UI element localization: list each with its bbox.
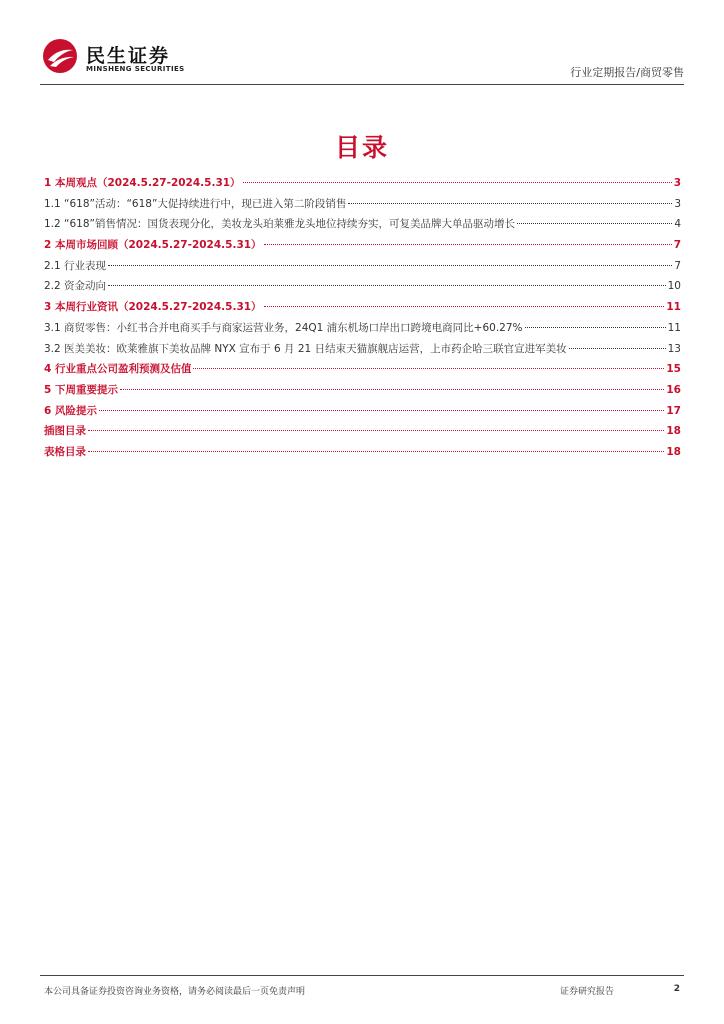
toc-leader-dots [88, 451, 664, 452]
toc-entry[interactable] [44, 361, 681, 382]
toc-entry[interactable] [44, 216, 681, 237]
toc-entry[interactable] [44, 196, 681, 217]
toc-leader-dots [120, 389, 664, 390]
header-divider [40, 84, 684, 85]
page-header [40, 38, 684, 84]
footer-divider [40, 975, 684, 976]
toc-entry-page: 15 [666, 363, 681, 376]
toc-entry[interactable] [44, 444, 681, 465]
table-of-contents [44, 175, 681, 465]
toc-entry-label: 1.1 “618”活动：“618”大促持续进行中，现已进入第二阶段销售 [44, 197, 347, 210]
toc-leader-dots [99, 410, 664, 411]
footer-disclaimer: 本公司具备证券投资咨询业务资格，请务必阅读最后一页免责声明 [44, 987, 306, 997]
toc-entry-label: 2.2 资金动向 [44, 280, 107, 293]
toc-entry[interactable] [44, 278, 681, 299]
toc-entry[interactable] [44, 258, 681, 279]
toc-leader-dots [348, 203, 672, 204]
toc-leader-dots [108, 285, 666, 286]
toc-entry-label: 表格目录 [44, 445, 86, 458]
toc-entry[interactable] [44, 320, 681, 341]
toc-entry-label: 插图目录 [44, 425, 86, 438]
toc-leader-dots [569, 348, 666, 349]
toc-leader-dots [108, 265, 672, 266]
toc-leader-dots [88, 430, 664, 431]
toc-entry[interactable] [44, 299, 681, 320]
toc-entry-page: 10 [667, 280, 681, 293]
toc-entry-page: 3 [674, 197, 681, 210]
toc-entry-page: 11 [667, 321, 681, 334]
brand-name-en: MINSHENG SECURITIES [86, 65, 185, 73]
toc-entry-label: 2.1 行业表现 [44, 259, 107, 272]
toc-entry-page: 7 [674, 259, 681, 272]
toc-leader-dots [264, 244, 672, 245]
toc-entry-label: 3 本周行业资讯（2024.5.27-2024.5.31） [44, 301, 262, 314]
page-title: 目录 [334, 133, 389, 162]
toc-entry-label: 1 本周观点（2024.5.27-2024.5.31） [44, 177, 241, 189]
toc-entry-page: 4 [674, 218, 681, 231]
toc-entry[interactable] [44, 341, 681, 362]
toc-leader-dots [193, 368, 664, 369]
toc-entry-page: 13 [667, 342, 681, 355]
toc-entry-label: 5 下周重要提示 [44, 383, 118, 396]
toc-leader-dots [264, 306, 665, 307]
toc-entry[interactable] [44, 175, 681, 196]
toc-leader-dots [243, 182, 672, 183]
toc-leader-dots [525, 327, 666, 328]
toc-leader-dots [517, 223, 672, 224]
brand-name-cn: 民生证券 [86, 45, 171, 67]
footer-doc-type: 证券研究报告 [560, 987, 615, 997]
toc-entry-label: 3.2 医美美妆：欧莱雅旗下美妆品牌 NYX 宣布于 6 月 21 日结束天猫旗舰店运营，上市药企哈三联官宣进军美妆 [44, 342, 567, 355]
report-type: 行业定期报告/商贸零售 [570, 66, 684, 79]
toc-entry[interactable] [44, 423, 681, 444]
toc-entry-page: 16 [666, 383, 681, 396]
toc-entry-label: 1.2 “618”销售情况：国货表现分化，美妆龙头珀莱雅龙头地位持续夯实，可复美品牌大单品驱动增长 [44, 218, 515, 231]
toc-entry-page: 18 [666, 445, 681, 458]
page-number: 2 [673, 984, 680, 994]
toc-entry-label: 4 行业重点公司盈利预测及估值 [44, 363, 192, 376]
toc-entry-page: 11 [666, 301, 681, 314]
toc-entry-page: 18 [666, 425, 681, 438]
toc-entry-page: 7 [673, 239, 681, 252]
toc-entry-page: 3 [673, 177, 681, 189]
toc-entry-label: 2 本周市场回顾（2024.5.27-2024.5.31） [44, 239, 262, 252]
toc-entry-label: 3.1 商贸零售：小红书合并电商买手与商家运营业务，24Q1 浦东机场口岸出口跨境电商同比+60.27% [44, 321, 523, 334]
toc-entry[interactable] [44, 237, 681, 258]
toc-entry[interactable] [44, 403, 681, 424]
toc-entry-page: 17 [666, 404, 681, 417]
minsheng-logo-icon [42, 38, 78, 74]
toc-entry[interactable] [44, 382, 681, 403]
toc-entry-label: 6 风险提示 [44, 404, 97, 417]
